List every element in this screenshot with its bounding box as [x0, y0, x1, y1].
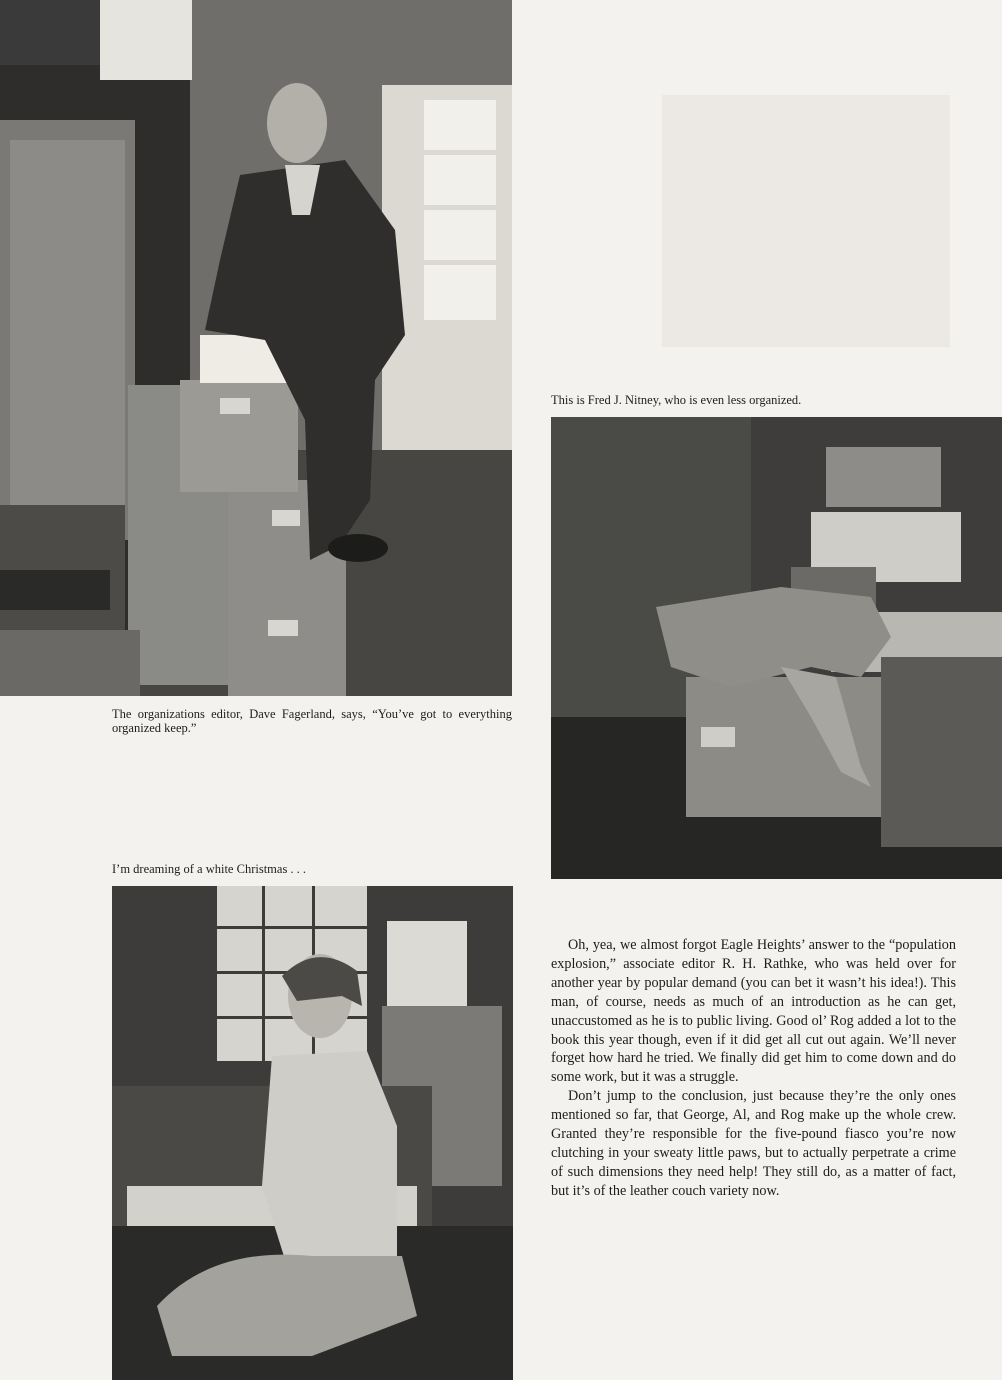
filing-cabinet-caption: This is Fred J. Nitney, who is even less organized.: [551, 393, 802, 407]
white-christmas-caption: I’m dreaming of a white Christmas . . .: [112, 862, 307, 876]
white-christmas-photo: [112, 886, 513, 1380]
organizations-editor-caption: The organizations editor, Dave Fagerland, says, “You’ve got to everything organized keep.”: [112, 707, 512, 735]
organizations-editor-photo: [0, 0, 512, 696]
article-paragraph: Oh, yea, we almost forgot Eagle Heights’ answer to the “population explosion,” associate editor R. H. Rathke, who was held over for another year by popular demand (you can bet it wasn’t his idea!). This man, of course, needs as much of an introduction as he can get, unaccustomed as he is to public living. Good ol’ Rog added a lot to the book this year though, even if it did get all cut out again. We’ll never forget how hard he tried. We finally did get him to come down and do some work, but it was a struggle.: [551, 937, 956, 1086]
show-through-area: [662, 95, 950, 347]
article-paragraph: Don’t jump to the conclusion, just because they’re the only ones mentioned so far, that George, Al, and Rog make up the whole crew. Granted they’re responsible for the five-pound fiasco you’re now clutching in your sweaty little paws, but to actually perpetrate a crime of such dimensions they need help! They still do, as a matter of fact, but it’s of the leather couch variety now.: [551, 1088, 956, 1199]
article-body: [551, 936, 956, 1201]
filing-cabinet-photo: [551, 417, 1002, 879]
